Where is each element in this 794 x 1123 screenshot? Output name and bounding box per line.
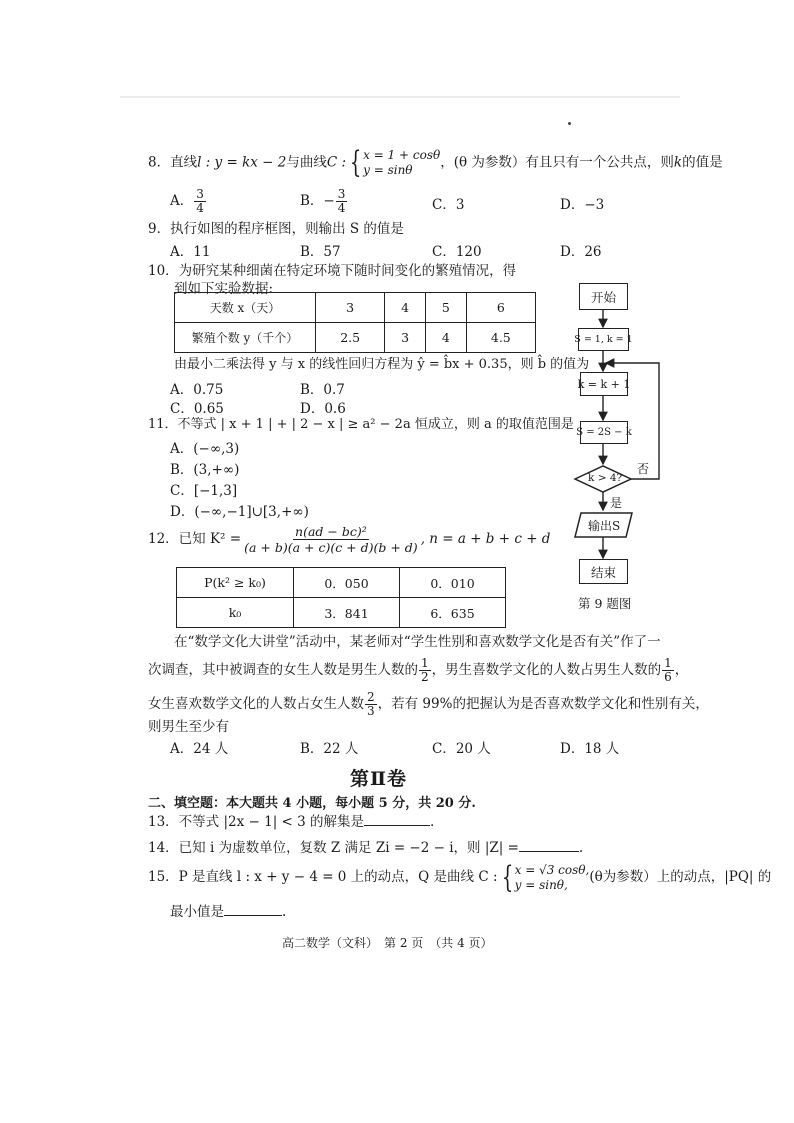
q12-option-c: C．20 人 (432, 741, 491, 757)
q11-option-d: D．(−∞,−1]∪[3,+∞) (170, 504, 309, 520)
table-cell: 3 (385, 323, 426, 353)
table-header-cell: 天数 x（天） (175, 293, 316, 323)
q15: 15．P 是直线 l : x + y − 4 = 0 上的动点，Q 是曲线 C : { x = √3 cosθ, y = sinθ, (θ为参数）上的动点，|PQ| 的 (148, 859, 772, 895)
table-cell: 4.5 (466, 323, 535, 353)
q13-answer-blank[interactable] (364, 812, 430, 826)
part2-title: 第Ⅱ卷 (350, 768, 408, 790)
q13: 13．不等式 |2x − 1| < 3 的解集是 . (148, 814, 435, 830)
q10-option-a: A．0.75 (170, 382, 224, 398)
flowchart-yes-label: 是 (610, 496, 623, 510)
table-row (177, 568, 506, 598)
flowchart-decision: k > 4? (588, 472, 623, 484)
q9-option-d: D．26 (560, 244, 602, 260)
table-cell: 3．841 (294, 598, 400, 628)
flowchart-init: S = 1, k = 1 (578, 328, 629, 351)
q8-option-d: D．−3 (560, 197, 605, 213)
q14: 14．已知 i 为虚数单位，复数 Z 满足 Zi = −2 − i，则 |Z| = . (148, 840, 584, 856)
flowchart-end: 结束 (579, 559, 628, 584)
fraction: $\frac{2}{3}$ (367, 690, 375, 718)
part2-section-heading: 二、填空题：本大题共 4 小题，每小题 5 分，共 20 分. (148, 796, 476, 811)
q9-option-b: B．57 (300, 244, 341, 260)
q11-stem: 11．不等式 | x + 1 | + | 2 − x | ≥ a² − 2a 恒成立，则 a 的取值范围是 (148, 417, 574, 432)
scan-dot (568, 122, 571, 125)
q8-option-c: C．3 (432, 197, 465, 213)
table-cell: 4 (385, 293, 426, 323)
q10-option-d: D．0.6 (300, 401, 346, 417)
q9-option-c: C．120 (432, 244, 482, 260)
flowchart-no-label: 否 (637, 462, 650, 476)
q15-system: { x = √3 cosθ, y = sinθ, (501, 859, 590, 895)
flowchart-caption: 第 9 题图 (578, 596, 632, 611)
flowchart-output: 输出S (588, 519, 621, 533)
q10-stem-line2: 到如下实验数据: (174, 281, 274, 297)
q12-critical-value-table (176, 567, 506, 628)
k2-formula: $\frac{\text{n(ad − bc)²}}{(a + b)(a + c)(c + d)(b + d)}$ (244, 524, 418, 555)
fraction: $\frac{3}{4}$ (337, 187, 346, 215)
q10-stem-line1: 10．为研究某种细菌在特定环境下随时间变化的繁殖情况，得 (148, 263, 517, 279)
q12-option-a: A．24 人 (170, 741, 229, 757)
q12-para-line4: 则男生至少有 (148, 719, 229, 735)
table-header-cell: 繁殖个数 y（千个） (175, 323, 316, 353)
flowchart-start: 开始 (579, 283, 628, 310)
q9-option-a: A．11 (170, 244, 211, 260)
q9-stem: 9．执行如图的程序框图，则输出 S 的值是 (148, 221, 404, 237)
table-cell: 5 (425, 293, 466, 323)
table-cell: 0．050 (294, 568, 400, 598)
q8-stem: 8．直线l : y = kx − 2与曲线C : { x = 1 + cosθ y = sinθ ，(θ 为参数）有且只有一个公共点，则k的值是 (148, 145, 723, 180)
fraction: $\frac{1}{2}$ (421, 656, 429, 684)
q12-para-line2: 次调查，其中被调查的女生人数是男生人数的 $\frac{1}{2}$ ，男生喜数学文化的人数占男生人数的 $\frac{1}{6}$ ， (148, 656, 689, 684)
q8-option-a: A． $\frac{3}{4}$ (170, 187, 204, 215)
fraction: $\frac{1}{6}$ (664, 656, 672, 684)
page-footer: 高二数学（文科） 第 2 页 （共 4 页） (282, 936, 493, 950)
q11-option-a: A．(−∞,3) (170, 441, 240, 457)
table-row (175, 293, 536, 323)
table-row (177, 598, 506, 628)
table-row (175, 323, 536, 353)
flowchart-step-k: k = k + 1 (580, 372, 628, 396)
q10-option-c: C．0.65 (170, 401, 224, 417)
table-cell: 4 (425, 323, 466, 353)
q10-option-b: B．0.7 (300, 382, 345, 398)
fraction: $\frac{3}{4}$ (196, 187, 204, 215)
table-cell: 3 (316, 293, 385, 323)
q15-continued: 最小值是 . (170, 904, 287, 920)
scan-edge (120, 96, 680, 98)
q12-stem: 12．已知 K² = $\frac{\text{n(ad − bc)²}}{(a + b)(a + c)(c + d)(b + d)}$ , n = a + b + c + d (148, 524, 551, 555)
q12-para-line1: 在“数学文化大讲堂”活动中，某老师对“学生性别和喜欢数学文化是否有关”作了一 (174, 634, 661, 650)
q10-stem-line3: 由最小二乘法得 y 与 x 的线性回归方程为 ŷ = b̂x + 0.35，则 b̂ 的值为 (174, 357, 590, 372)
q11-option-b: B．(3,+∞) (170, 462, 240, 478)
flowchart-step-s: S = 2S − k (580, 421, 628, 444)
q12-option-d: D．18 人 (560, 741, 620, 757)
table-cell: 2.5 (316, 323, 385, 353)
table-cell: 6 (466, 293, 535, 323)
q14-answer-blank[interactable] (519, 838, 579, 852)
q8-option-b: B．− $\frac{3}{4}$ (300, 187, 346, 215)
table-header-cell: P(k² ≥ k₀) (177, 568, 294, 598)
table-cell: 0．010 (400, 568, 506, 598)
table-header-cell: k₀ (177, 598, 294, 628)
q8-system: { x = 1 + cosθ y = sinθ (349, 145, 441, 180)
q15-answer-blank[interactable] (224, 902, 282, 916)
q11-option-c: C．[−1,3] (170, 483, 238, 499)
q10-data-table (174, 292, 536, 353)
q12-option-b: B．22 人 (300, 741, 359, 757)
table-cell: 6．635 (400, 598, 506, 628)
q12-para-line3: 女生喜欢数学文化的人数占女生人数 $\frac{2}{3}$ ，若有 99%的把握认为是否喜欢数学文化和性别有关， (148, 690, 709, 718)
